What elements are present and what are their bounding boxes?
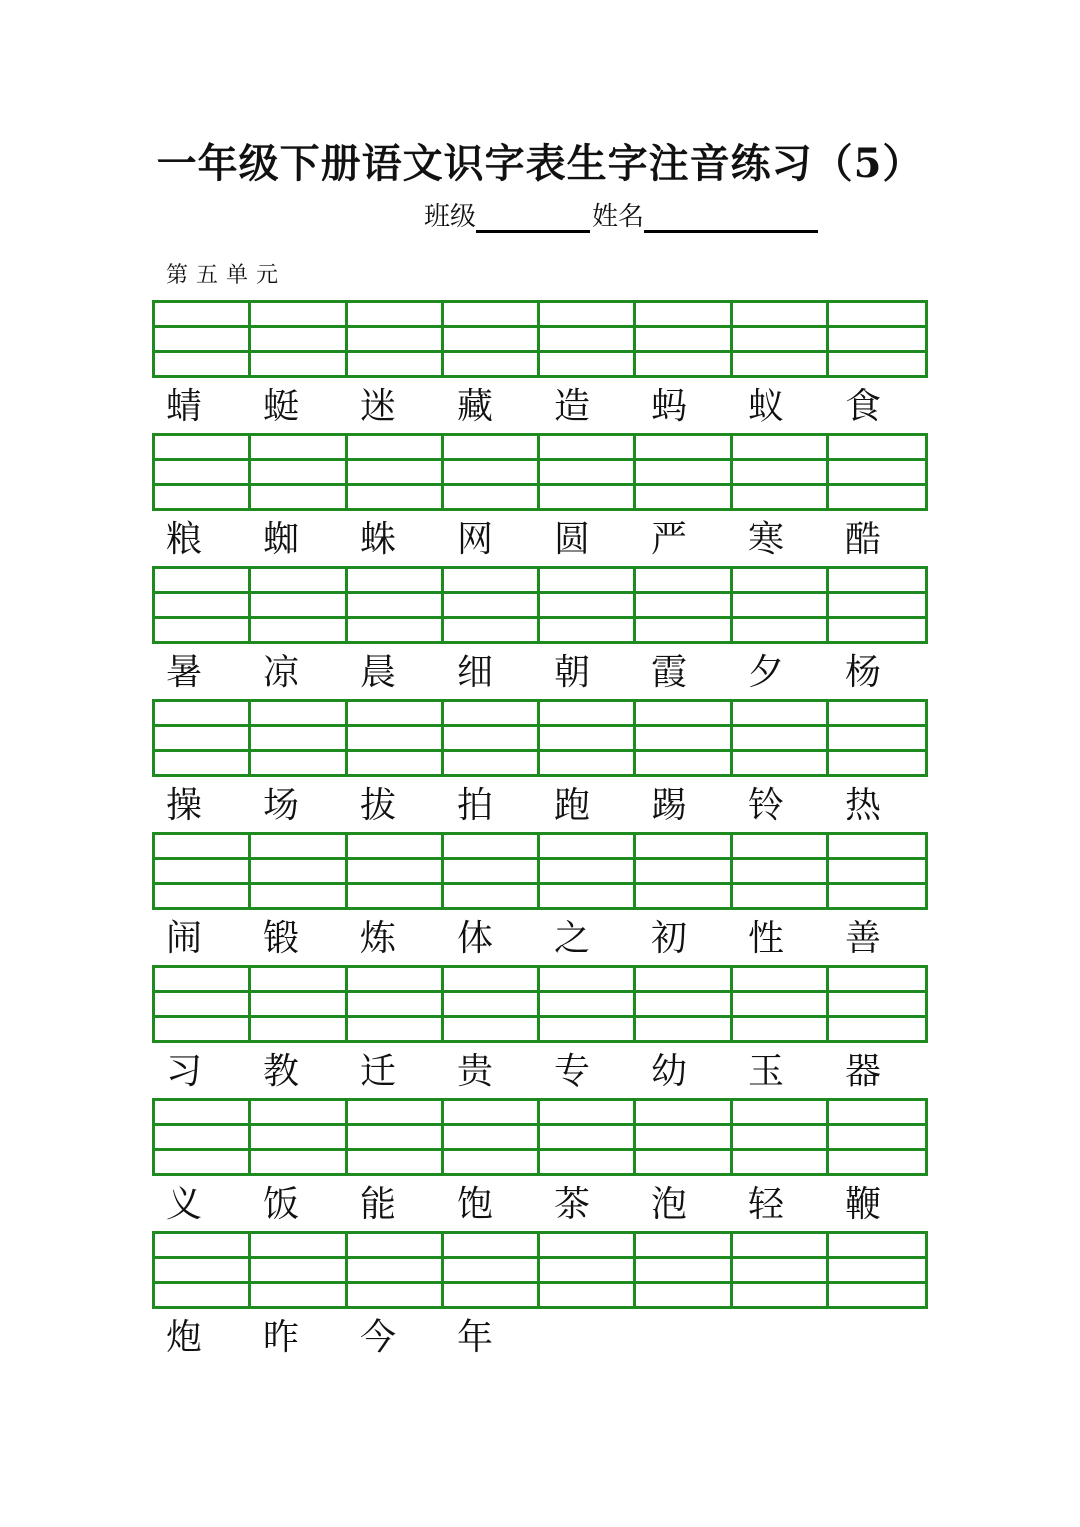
pinyin-cell[interactable] [155, 569, 251, 641]
hanzi-character: 晨 [360, 652, 397, 693]
pinyin-grid [152, 300, 928, 378]
pinyin-cell[interactable] [636, 1234, 732, 1306]
character-row [152, 511, 928, 569]
hanzi-character: 朝 [554, 652, 591, 693]
practice-row [152, 1098, 928, 1234]
pinyin-cell[interactable] [636, 835, 732, 907]
hanzi-character: 操 [166, 785, 203, 826]
hanzi-character: 热 [845, 785, 882, 826]
pinyin-cell[interactable] [540, 436, 636, 508]
pinyin-cell[interactable] [733, 1234, 829, 1306]
hanzi-character: 夕 [748, 652, 785, 693]
hanzi-character: 蚁 [748, 386, 785, 427]
pinyin-cell[interactable] [444, 569, 540, 641]
hanzi-character: 锻 [263, 918, 300, 959]
hanzi-character: 习 [166, 1051, 203, 1092]
hanzi-character: 寒 [748, 519, 785, 560]
hanzi-character: 跑 [554, 785, 591, 826]
pinyin-grid [152, 699, 928, 777]
name-blank[interactable] [644, 200, 818, 233]
pinyin-cell[interactable] [733, 835, 829, 907]
pinyin-cell[interactable] [155, 835, 251, 907]
hanzi-character: 迷 [360, 386, 397, 427]
pinyin-cell[interactable] [540, 569, 636, 641]
class-label: 班级 [424, 202, 477, 232]
practice-row [152, 1231, 928, 1367]
character-row [152, 910, 928, 968]
character-row [152, 777, 928, 835]
hanzi-character: 茶 [554, 1184, 591, 1225]
practice-row [152, 965, 928, 1101]
student-info [424, 196, 820, 233]
hanzi-character: 严 [651, 519, 688, 560]
pinyin-cell[interactable] [733, 303, 829, 375]
pinyin-cell[interactable] [444, 436, 540, 508]
pinyin-cell[interactable] [636, 569, 732, 641]
hanzi-character: 粮 [166, 519, 203, 560]
pinyin-grid [152, 965, 928, 1043]
hanzi-character: 炼 [360, 918, 397, 959]
pinyin-cell[interactable] [540, 1101, 636, 1173]
pinyin-cell[interactable] [444, 1101, 540, 1173]
hanzi-character: 体 [457, 918, 494, 959]
pinyin-cell[interactable] [155, 303, 251, 375]
hanzi-character: 迁 [360, 1051, 397, 1092]
page-title: 一年级下册语文识字表生字注音练习（5） [156, 140, 924, 187]
practice-row [152, 433, 928, 569]
hanzi-character: 之 [554, 918, 591, 959]
character-row [152, 1309, 928, 1367]
pinyin-cell[interactable] [155, 1234, 251, 1306]
pinyin-cell[interactable] [733, 569, 829, 641]
pinyin-cell[interactable] [733, 436, 829, 508]
pinyin-cell[interactable] [348, 569, 444, 641]
practice-row [152, 699, 928, 835]
pinyin-cell[interactable] [155, 702, 251, 774]
pinyin-cell[interactable] [829, 1234, 925, 1306]
pinyin-cell[interactable] [733, 1101, 829, 1173]
pinyin-grid [152, 832, 928, 910]
pinyin-cell[interactable] [251, 835, 347, 907]
pinyin-cell[interactable] [540, 1234, 636, 1306]
pinyin-cell[interactable] [251, 303, 347, 375]
hanzi-character: 义 [166, 1184, 203, 1225]
pinyin-cell[interactable] [540, 835, 636, 907]
pinyin-cell[interactable] [829, 1101, 925, 1173]
pinyin-cell[interactable] [733, 968, 829, 1040]
hanzi-character: 网 [457, 519, 494, 560]
hanzi-character: 食 [845, 386, 882, 427]
hanzi-character: 暑 [166, 652, 203, 693]
pinyin-cell[interactable] [155, 436, 251, 508]
hanzi-character: 初 [651, 918, 688, 959]
pinyin-cell[interactable] [348, 968, 444, 1040]
hanzi-character: 蚂 [651, 386, 688, 427]
hanzi-character: 蜓 [263, 386, 300, 427]
pinyin-cell[interactable] [348, 835, 444, 907]
unit-heading: 第五单元 [166, 263, 287, 288]
hanzi-character: 蜘 [263, 519, 300, 560]
hanzi-character: 炮 [166, 1317, 203, 1358]
pinyin-cell[interactable] [444, 702, 540, 774]
pinyin-cell[interactable] [733, 702, 829, 774]
pinyin-cell[interactable] [829, 303, 925, 375]
pinyin-cell[interactable] [348, 303, 444, 375]
pinyin-cell[interactable] [348, 1234, 444, 1306]
pinyin-grid [152, 433, 928, 511]
hanzi-character: 教 [263, 1051, 300, 1092]
pinyin-cell[interactable] [155, 968, 251, 1040]
character-row [152, 1176, 928, 1234]
pinyin-cell[interactable] [540, 702, 636, 774]
hanzi-character: 贵 [457, 1051, 494, 1092]
pinyin-cell[interactable] [155, 1101, 251, 1173]
hanzi-character: 踢 [651, 785, 688, 826]
practice-row [152, 566, 928, 702]
hanzi-character: 场 [263, 785, 300, 826]
character-row [152, 1043, 928, 1101]
hanzi-character: 年 [457, 1317, 494, 1358]
pinyin-cell[interactable] [348, 702, 444, 774]
pinyin-cell[interactable] [251, 702, 347, 774]
pinyin-cell[interactable] [251, 968, 347, 1040]
pinyin-cell[interactable] [636, 968, 732, 1040]
hanzi-character: 霞 [651, 652, 688, 693]
practice-row [152, 300, 928, 436]
pinyin-cell[interactable] [829, 835, 925, 907]
hanzi-character: 藏 [457, 386, 494, 427]
pinyin-cell[interactable] [829, 702, 925, 774]
pinyin-cell[interactable] [636, 1101, 732, 1173]
hanzi-character: 饭 [263, 1184, 300, 1225]
pinyin-cell[interactable] [636, 702, 732, 774]
pinyin-cell[interactable] [636, 436, 732, 508]
pinyin-grid [152, 566, 928, 644]
name-label: 姓名 [592, 202, 645, 232]
practice-row [152, 832, 928, 968]
hanzi-character: 铃 [748, 785, 785, 826]
pinyin-cell[interactable] [829, 569, 925, 641]
pinyin-grid [152, 1231, 928, 1309]
pinyin-cell[interactable] [348, 436, 444, 508]
hanzi-character: 专 [554, 1051, 591, 1092]
hanzi-character: 能 [360, 1184, 397, 1225]
hanzi-character: 今 [360, 1317, 397, 1358]
hanzi-character: 造 [554, 386, 591, 427]
hanzi-character: 轻 [748, 1184, 785, 1225]
hanzi-character: 细 [457, 652, 494, 693]
pinyin-cell[interactable] [251, 1101, 347, 1173]
hanzi-character: 鞭 [845, 1184, 882, 1225]
hanzi-character: 饱 [457, 1184, 494, 1225]
pinyin-cell[interactable] [829, 436, 925, 508]
character-row [152, 644, 928, 702]
hanzi-character: 性 [748, 918, 785, 959]
hanzi-character: 器 [845, 1051, 882, 1092]
hanzi-character: 拔 [360, 785, 397, 826]
hanzi-character: 凉 [263, 652, 300, 693]
pinyin-cell[interactable] [348, 1101, 444, 1173]
hanzi-character: 拍 [457, 785, 494, 826]
pinyin-cell[interactable] [540, 968, 636, 1040]
pinyin-cell[interactable] [540, 303, 636, 375]
pinyin-cell[interactable] [636, 303, 732, 375]
pinyin-cell[interactable] [829, 968, 925, 1040]
pinyin-grid [152, 1098, 928, 1176]
hanzi-character: 幼 [651, 1051, 688, 1092]
pinyin-cell[interactable] [444, 303, 540, 375]
hanzi-character: 泡 [651, 1184, 688, 1225]
hanzi-character: 昨 [263, 1317, 300, 1358]
hanzi-character: 善 [845, 918, 882, 959]
hanzi-character: 闹 [166, 918, 203, 959]
hanzi-character: 酷 [845, 519, 882, 560]
hanzi-character: 蜻 [166, 386, 203, 427]
hanzi-character: 玉 [748, 1051, 785, 1092]
pinyin-cell[interactable] [251, 436, 347, 508]
hanzi-character: 杨 [845, 652, 882, 693]
pinyin-cell[interactable] [251, 569, 347, 641]
hanzi-character: 蛛 [360, 519, 397, 560]
pinyin-cell[interactable] [251, 1234, 347, 1306]
character-row [152, 378, 928, 436]
hanzi-character: 圆 [554, 519, 591, 560]
pinyin-cell[interactable] [444, 968, 540, 1040]
pinyin-cell[interactable] [444, 1234, 540, 1306]
class-blank[interactable] [476, 200, 590, 233]
pinyin-cell[interactable] [444, 835, 540, 907]
